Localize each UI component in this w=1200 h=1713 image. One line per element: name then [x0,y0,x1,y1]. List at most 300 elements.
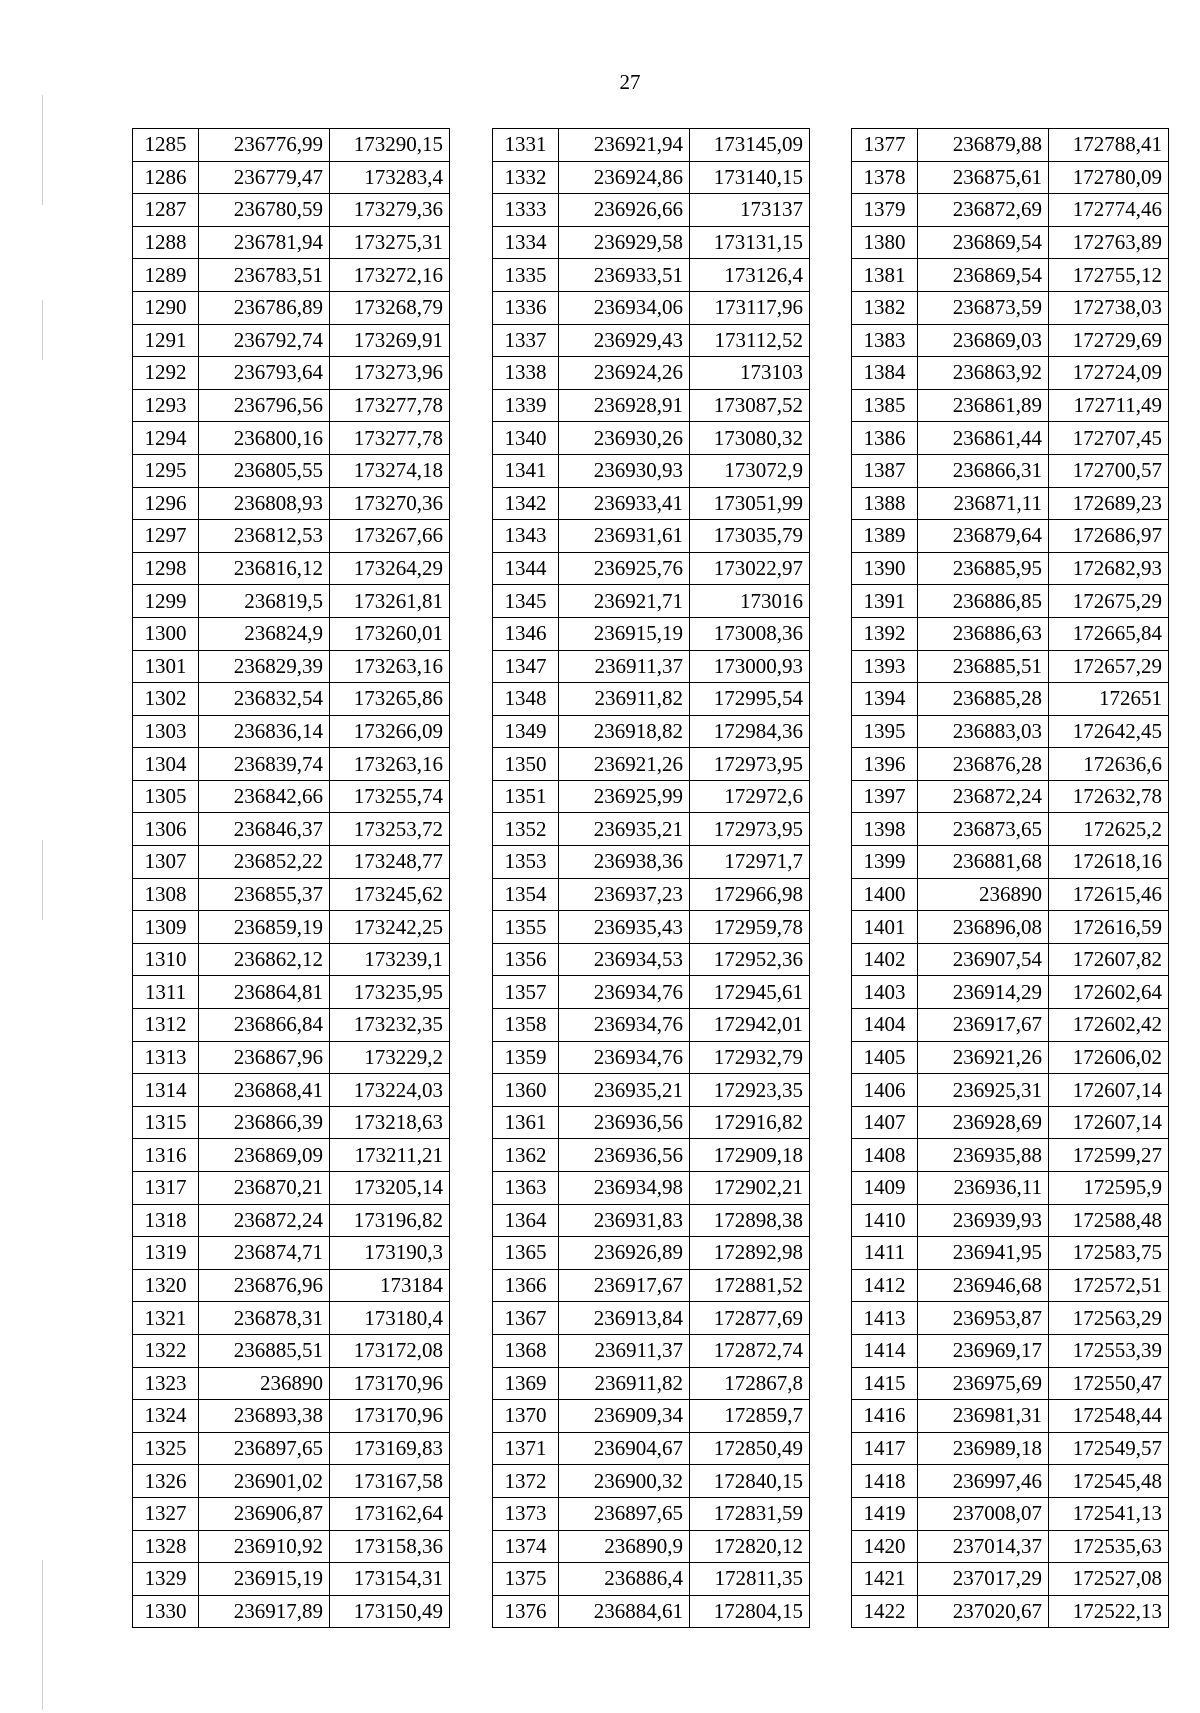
y-coordinate-cell: 173169,83 [330,1432,450,1465]
point-number-cell: 1403 [852,976,918,1009]
x-coordinate-cell: 236897,65 [559,1497,690,1530]
x-coordinate-cell: 236783,51 [199,259,330,292]
point-number-cell: 1346 [493,617,559,650]
table-row [133,1139,450,1172]
table-row [133,1204,450,1237]
y-coordinate-cell: 172545,48 [1049,1465,1169,1498]
table-row [852,943,1169,976]
point-number-cell: 1406 [852,1074,918,1107]
point-number-cell: 1322 [133,1334,199,1367]
point-number-cell: 1289 [133,259,199,292]
y-coordinate-cell: 172966,98 [690,878,810,911]
point-number-cell: 1332 [493,161,559,194]
x-coordinate-cell: 236911,37 [559,650,690,683]
y-coordinate-cell: 172602,42 [1049,1009,1169,1042]
y-coordinate-cell: 172724,09 [1049,357,1169,390]
table-row [493,1465,810,1498]
table-row [133,1497,450,1530]
y-coordinate-cell: 172867,8 [690,1367,810,1400]
table-row [493,1497,810,1530]
point-number-cell: 1386 [852,422,918,455]
x-coordinate-cell: 236904,67 [559,1432,690,1465]
x-coordinate-cell: 236861,44 [918,422,1049,455]
y-coordinate-cell: 173266,09 [330,715,450,748]
point-number-cell: 1290 [133,291,199,324]
table-row [133,748,450,781]
x-coordinate-cell: 237020,67 [918,1595,1049,1628]
table-row [852,1595,1169,1628]
table-row [852,1269,1169,1302]
x-coordinate-cell: 236879,88 [918,129,1049,162]
x-coordinate-cell: 236866,84 [199,1009,330,1042]
y-coordinate-cell: 173265,86 [330,683,450,716]
x-coordinate-cell: 236832,54 [199,683,330,716]
table-row [493,357,810,390]
x-coordinate-cell: 236909,34 [559,1400,690,1433]
table-row [493,129,810,162]
y-coordinate-cell: 173170,96 [330,1367,450,1400]
x-coordinate-cell: 236938,36 [559,846,690,879]
table-row [493,1367,810,1400]
table-row [852,1465,1169,1498]
y-coordinate-cell: 172972,6 [690,780,810,813]
point-number-cell: 1305 [133,780,199,813]
x-coordinate-cell: 236867,96 [199,1041,330,1074]
y-coordinate-cell: 172729,69 [1049,324,1169,357]
x-coordinate-cell: 236934,98 [559,1172,690,1205]
point-number-cell: 1343 [493,520,559,553]
point-number-cell: 1339 [493,389,559,422]
y-coordinate-cell: 172616,59 [1049,911,1169,944]
table-row [493,1106,810,1139]
point-number-cell: 1303 [133,715,199,748]
y-coordinate-cell: 173211,21 [330,1139,450,1172]
y-coordinate-cell: 172550,47 [1049,1367,1169,1400]
x-coordinate-cell: 236893,38 [199,1400,330,1433]
table-row [852,324,1169,357]
x-coordinate-cell: 236871,11 [918,487,1049,520]
table-row [133,552,450,585]
table-row [852,1204,1169,1237]
x-coordinate-cell: 236879,64 [918,520,1049,553]
point-number-cell: 1420 [852,1530,918,1563]
y-coordinate-cell: 173263,16 [330,650,450,683]
point-number-cell: 1304 [133,748,199,781]
y-coordinate-cell: 172909,18 [690,1139,810,1172]
y-coordinate-cell: 173283,4 [330,161,450,194]
table-row [493,1432,810,1465]
table-row [493,1269,810,1302]
x-coordinate-cell: 236897,65 [199,1432,330,1465]
x-coordinate-cell: 236866,31 [918,454,1049,487]
table-row [852,422,1169,455]
y-coordinate-cell: 172872,74 [690,1334,810,1367]
coordinate-table-2 [492,128,810,1628]
y-coordinate-cell: 173035,79 [690,520,810,553]
x-coordinate-cell: 236870,21 [199,1172,330,1205]
y-coordinate-cell: 173022,97 [690,552,810,585]
table-row [133,422,450,455]
point-number-cell: 1353 [493,846,559,879]
table-row [133,1334,450,1367]
point-number-cell: 1393 [852,650,918,683]
point-number-cell: 1389 [852,520,918,553]
point-number-cell: 1330 [133,1595,199,1628]
point-number-cell: 1317 [133,1172,199,1205]
y-coordinate-cell: 172689,23 [1049,487,1169,520]
y-coordinate-cell: 172602,64 [1049,976,1169,1009]
point-number-cell: 1391 [852,585,918,618]
y-coordinate-cell: 173277,78 [330,389,450,422]
table-row [852,1139,1169,1172]
y-coordinate-cell: 172820,12 [690,1530,810,1563]
point-number-cell: 1404 [852,1009,918,1042]
point-number-cell: 1347 [493,650,559,683]
point-number-cell: 1375 [493,1563,559,1596]
table-row [852,878,1169,911]
point-number-cell: 1357 [493,976,559,1009]
y-coordinate-cell: 172665,84 [1049,617,1169,650]
table-row [133,911,450,944]
point-number-cell: 1321 [133,1302,199,1335]
x-coordinate-cell: 236885,51 [199,1334,330,1367]
point-number-cell: 1320 [133,1269,199,1302]
table-row [133,487,450,520]
y-coordinate-cell: 173016 [690,585,810,618]
x-coordinate-cell: 236929,43 [559,324,690,357]
y-coordinate-cell: 172607,82 [1049,943,1169,976]
point-number-cell: 1381 [852,259,918,292]
table-row [493,943,810,976]
y-coordinate-cell: 172583,75 [1049,1237,1169,1270]
point-number-cell: 1402 [852,943,918,976]
point-number-cell: 1292 [133,357,199,390]
x-coordinate-cell: 236928,91 [559,389,690,422]
table-row [852,780,1169,813]
x-coordinate-cell: 236921,26 [918,1041,1049,1074]
table-row [133,585,450,618]
point-number-cell: 1385 [852,389,918,422]
y-coordinate-cell: 173235,95 [330,976,450,1009]
x-coordinate-cell: 236907,54 [918,943,1049,976]
y-coordinate-cell: 172615,46 [1049,878,1169,911]
table-row [133,1530,450,1563]
y-coordinate-cell: 172945,61 [690,976,810,1009]
point-number-cell: 1301 [133,650,199,683]
table-row [852,226,1169,259]
y-coordinate-cell: 173131,15 [690,226,810,259]
table-row [493,911,810,944]
x-coordinate-cell: 237014,37 [918,1530,1049,1563]
x-coordinate-cell: 236911,82 [559,683,690,716]
x-coordinate-cell: 236989,18 [918,1432,1049,1465]
x-coordinate-cell: 236890,9 [559,1530,690,1563]
y-coordinate-cell: 172651 [1049,683,1169,716]
y-coordinate-cell: 172811,35 [690,1563,810,1596]
point-number-cell: 1306 [133,813,199,846]
y-coordinate-cell: 173051,99 [690,487,810,520]
y-coordinate-cell: 173260,01 [330,617,450,650]
y-coordinate-cell: 172553,39 [1049,1334,1169,1367]
x-coordinate-cell: 236861,89 [918,389,1049,422]
table-row [133,1563,450,1596]
table-row [133,813,450,846]
x-coordinate-cell: 236921,26 [559,748,690,781]
point-number-cell: 1342 [493,487,559,520]
x-coordinate-cell: 236917,67 [918,1009,1049,1042]
x-coordinate-cell: 236936,56 [559,1139,690,1172]
point-number-cell: 1415 [852,1367,918,1400]
y-coordinate-cell: 172984,36 [690,715,810,748]
table-row [493,291,810,324]
y-coordinate-cell: 173274,18 [330,454,450,487]
table-row [493,1334,810,1367]
x-coordinate-cell: 236886,4 [559,1563,690,1596]
x-coordinate-cell: 236864,81 [199,976,330,1009]
x-coordinate-cell: 236805,55 [199,454,330,487]
point-number-cell: 1384 [852,357,918,390]
table-row [133,1367,450,1400]
scan-margin-line [42,1560,43,1710]
y-coordinate-cell: 172548,44 [1049,1400,1169,1433]
table-row [852,911,1169,944]
point-number-cell: 1311 [133,976,199,1009]
table-row [493,1041,810,1074]
point-number-cell: 1344 [493,552,559,585]
scan-margin-line [42,840,43,920]
y-coordinate-cell: 172625,2 [1049,813,1169,846]
x-coordinate-cell: 236869,54 [918,259,1049,292]
table-row [133,454,450,487]
point-number-cell: 1371 [493,1432,559,1465]
y-coordinate-cell: 173145,09 [690,129,810,162]
x-coordinate-cell: 236876,96 [199,1269,330,1302]
y-coordinate-cell: 173184 [330,1269,450,1302]
x-coordinate-cell: 236874,71 [199,1237,330,1270]
point-number-cell: 1400 [852,878,918,911]
y-coordinate-cell: 173072,9 [690,454,810,487]
x-coordinate-cell: 236869,09 [199,1139,330,1172]
table-row [493,1563,810,1596]
y-coordinate-cell: 172971,7 [690,846,810,879]
y-coordinate-cell: 172932,79 [690,1041,810,1074]
point-number-cell: 1374 [493,1530,559,1563]
point-number-cell: 1335 [493,259,559,292]
x-coordinate-cell: 236921,71 [559,585,690,618]
table-row [133,1106,450,1139]
y-coordinate-cell: 173273,96 [330,357,450,390]
table-row [133,520,450,553]
y-coordinate-cell: 172675,29 [1049,585,1169,618]
point-number-cell: 1399 [852,846,918,879]
x-coordinate-cell: 236846,37 [199,813,330,846]
y-coordinate-cell: 173263,16 [330,748,450,781]
x-coordinate-cell: 236781,94 [199,226,330,259]
point-number-cell: 1383 [852,324,918,357]
y-coordinate-cell: 173158,36 [330,1530,450,1563]
table-row [493,1139,810,1172]
y-coordinate-cell: 173172,08 [330,1334,450,1367]
x-coordinate-cell: 236941,95 [918,1237,1049,1270]
point-number-cell: 1387 [852,454,918,487]
point-number-cell: 1354 [493,878,559,911]
point-number-cell: 1310 [133,943,199,976]
table-row [852,389,1169,422]
table-row [133,291,450,324]
point-number-cell: 1286 [133,161,199,194]
x-coordinate-cell: 236934,06 [559,291,690,324]
y-coordinate-cell: 172642,45 [1049,715,1169,748]
x-coordinate-cell: 236915,19 [559,617,690,650]
y-coordinate-cell: 173112,52 [690,324,810,357]
y-coordinate-cell: 172840,15 [690,1465,810,1498]
x-coordinate-cell: 236816,12 [199,552,330,585]
point-number-cell: 1352 [493,813,559,846]
x-coordinate-cell: 236779,47 [199,161,330,194]
point-number-cell: 1416 [852,1400,918,1433]
x-coordinate-cell: 236926,89 [559,1237,690,1270]
table-row [133,1172,450,1205]
y-coordinate-cell: 172898,38 [690,1204,810,1237]
point-number-cell: 1407 [852,1106,918,1139]
y-coordinate-cell: 172588,48 [1049,1204,1169,1237]
table-row [852,454,1169,487]
x-coordinate-cell: 236852,22 [199,846,330,879]
y-coordinate-cell: 173245,62 [330,878,450,911]
point-number-cell: 1421 [852,1563,918,1596]
x-coordinate-cell: 236930,93 [559,454,690,487]
table-row [493,1204,810,1237]
x-coordinate-cell: 236946,68 [918,1269,1049,1302]
table-row [133,357,450,390]
x-coordinate-cell: 236925,31 [918,1074,1049,1107]
y-coordinate-cell: 172916,82 [690,1106,810,1139]
y-coordinate-cell: 172563,29 [1049,1302,1169,1335]
y-coordinate-cell: 173261,81 [330,585,450,618]
point-number-cell: 1323 [133,1367,199,1400]
point-number-cell: 1379 [852,194,918,227]
x-coordinate-cell: 236935,21 [559,1074,690,1107]
table-row [852,1563,1169,1596]
table-row [852,846,1169,879]
y-coordinate-cell: 173126,4 [690,259,810,292]
y-coordinate-cell: 173140,15 [690,161,810,194]
x-coordinate-cell: 236855,37 [199,878,330,911]
scan-margin-line [42,95,43,205]
table-row [493,650,810,683]
x-coordinate-cell: 236914,29 [918,976,1049,1009]
point-number-cell: 1414 [852,1334,918,1367]
table-row [133,1041,450,1074]
x-coordinate-cell: 236881,68 [918,846,1049,879]
y-coordinate-cell: 172707,45 [1049,422,1169,455]
y-coordinate-cell: 173087,52 [690,389,810,422]
point-number-cell: 1287 [133,194,199,227]
x-coordinate-cell: 236931,61 [559,520,690,553]
table-row [133,650,450,683]
x-coordinate-cell: 236933,51 [559,259,690,292]
y-coordinate-cell: 172942,01 [690,1009,810,1042]
point-number-cell: 1295 [133,454,199,487]
table-row [493,1074,810,1107]
point-number-cell: 1368 [493,1334,559,1367]
point-number-cell: 1337 [493,324,559,357]
x-coordinate-cell: 236918,82 [559,715,690,748]
point-number-cell: 1331 [493,129,559,162]
x-coordinate-cell: 236926,66 [559,194,690,227]
point-number-cell: 1325 [133,1432,199,1465]
x-coordinate-cell: 236780,59 [199,194,330,227]
table-row [852,617,1169,650]
x-coordinate-cell: 236924,26 [559,357,690,390]
table-row [493,1302,810,1335]
point-number-cell: 1396 [852,748,918,781]
y-coordinate-cell: 172700,57 [1049,454,1169,487]
x-coordinate-cell: 236896,08 [918,911,1049,944]
y-coordinate-cell: 173170,96 [330,1400,450,1433]
table-row [133,780,450,813]
x-coordinate-cell: 236869,54 [918,226,1049,259]
table-row [852,585,1169,618]
x-coordinate-cell: 236924,86 [559,161,690,194]
table-row [133,715,450,748]
x-coordinate-cell: 236863,92 [918,357,1049,390]
table-row [133,1269,450,1302]
table-row [493,846,810,879]
point-number-cell: 1333 [493,194,559,227]
point-number-cell: 1394 [852,683,918,716]
y-coordinate-cell: 172527,08 [1049,1563,1169,1596]
y-coordinate-cell: 173239,1 [330,943,450,976]
y-coordinate-cell: 173229,2 [330,1041,450,1074]
y-coordinate-cell: 173103 [690,357,810,390]
y-coordinate-cell: 173248,77 [330,846,450,879]
table-row [493,422,810,455]
point-number-cell: 1419 [852,1497,918,1530]
table-row [493,1595,810,1628]
table-row [133,1074,450,1107]
point-number-cell: 1302 [133,683,199,716]
table-row [493,389,810,422]
y-coordinate-cell: 173150,49 [330,1595,450,1628]
x-coordinate-cell: 236917,67 [559,1269,690,1302]
y-coordinate-cell: 172973,95 [690,813,810,846]
y-coordinate-cell: 172541,13 [1049,1497,1169,1530]
x-coordinate-cell: 236884,61 [559,1595,690,1628]
table-row [493,1172,810,1205]
x-coordinate-cell: 236890 [199,1367,330,1400]
y-coordinate-cell: 172599,27 [1049,1139,1169,1172]
x-coordinate-cell: 236842,66 [199,780,330,813]
table-row [493,1530,810,1563]
x-coordinate-cell: 236869,03 [918,324,1049,357]
x-coordinate-cell: 236901,02 [199,1465,330,1498]
y-coordinate-cell: 173269,91 [330,324,450,357]
x-coordinate-cell: 236900,32 [559,1465,690,1498]
y-coordinate-cell: 172606,02 [1049,1041,1169,1074]
x-coordinate-cell: 236931,83 [559,1204,690,1237]
y-coordinate-cell: 173205,14 [330,1172,450,1205]
x-coordinate-cell: 236885,51 [918,650,1049,683]
y-coordinate-cell: 172973,95 [690,748,810,781]
y-coordinate-cell: 172549,57 [1049,1432,1169,1465]
y-coordinate-cell: 172535,63 [1049,1530,1169,1563]
table-row [133,846,450,879]
table-row [133,878,450,911]
x-coordinate-cell: 236930,26 [559,422,690,455]
x-coordinate-cell: 236933,41 [559,487,690,520]
table-row [852,813,1169,846]
